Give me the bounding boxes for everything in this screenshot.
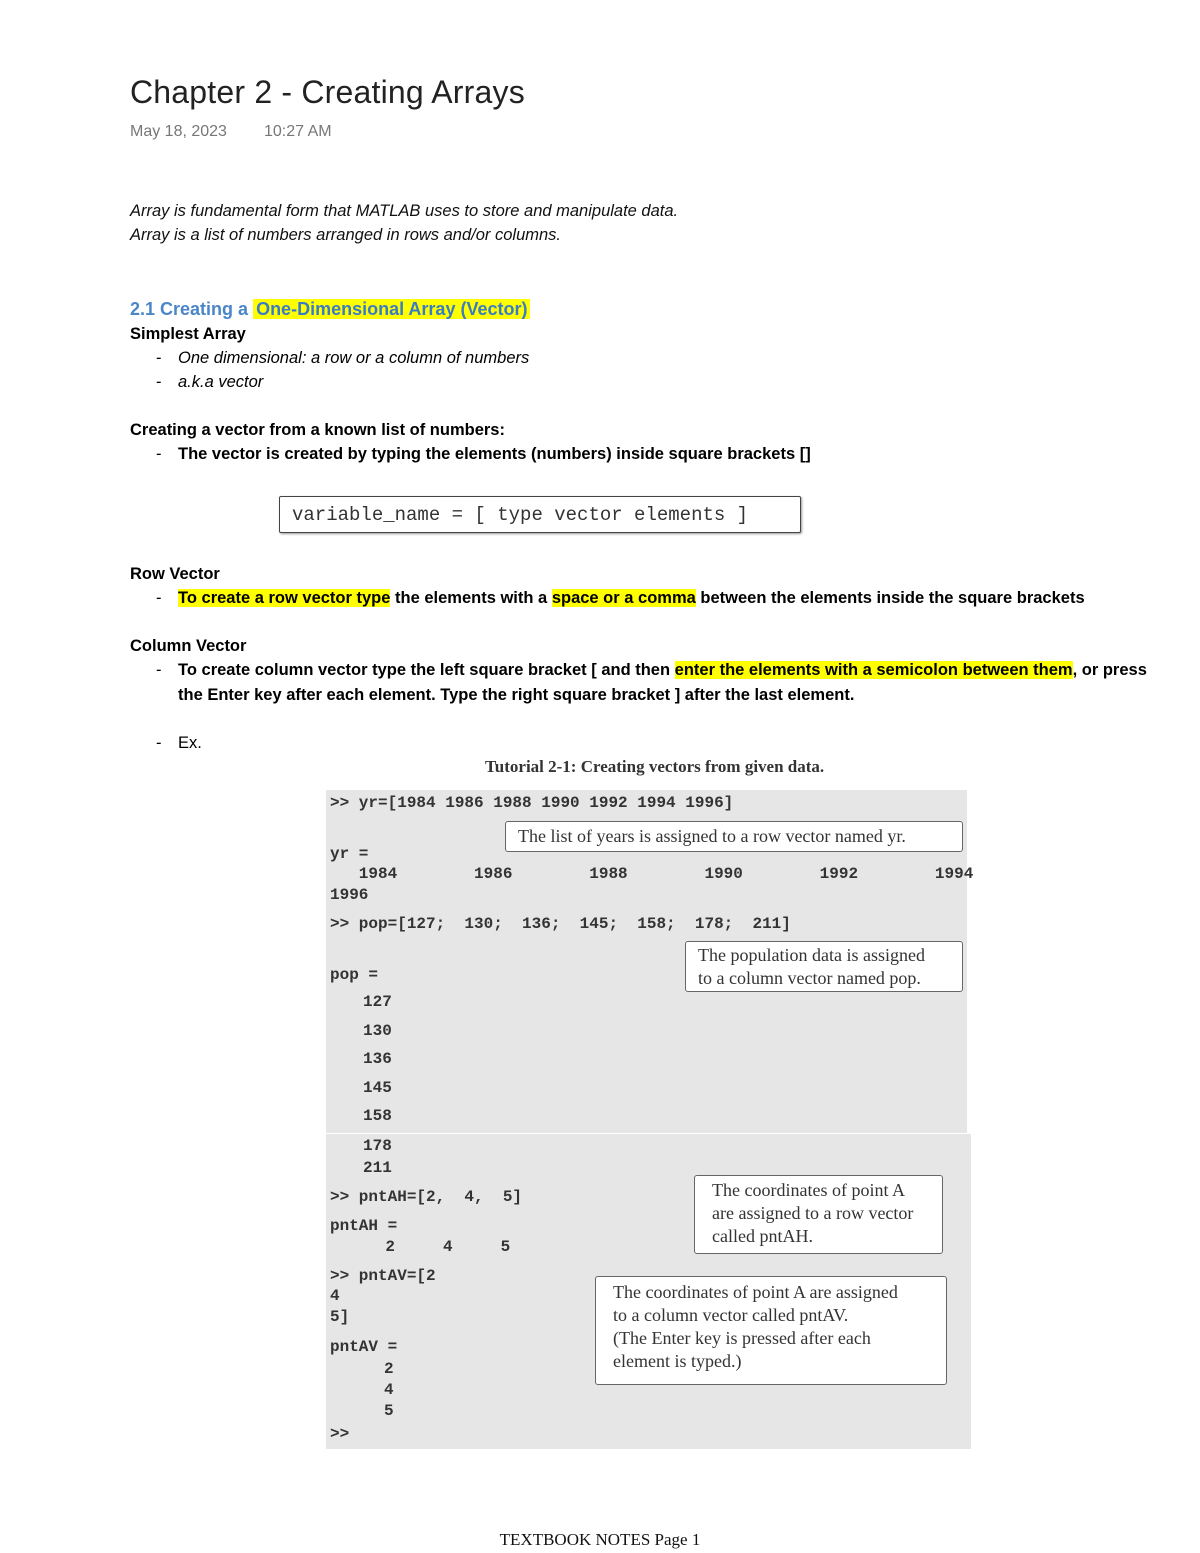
code-value: 130 <box>363 1022 392 1040</box>
code-line: yr = <box>330 845 369 863</box>
annotation-line: called pntAH. <box>712 1226 813 1246</box>
code-value: 2 <box>384 1360 394 1378</box>
code-value: 145 <box>363 1079 392 1097</box>
page-time: 10:27 AM <box>264 123 332 140</box>
list-item-text: To create column vector type the left square bracket [ and then <box>178 661 675 679</box>
code-line: 1984 1986 1988 1990 1992 1994 <box>330 865 974 883</box>
highlight-text: To create a row vector type <box>178 589 391 607</box>
code-line: >> pntAV=[2 <box>330 1267 436 1285</box>
code-value: 127 <box>363 993 392 1011</box>
list-item-text: between the elements inside the square brackets <box>695 589 1085 607</box>
code-line: pntAH = <box>330 1217 398 1235</box>
annotation-pop <box>685 941 963 992</box>
annotation-line: element is typed.) <box>613 1351 742 1371</box>
code-value: 5 <box>384 1402 394 1420</box>
list-item-continuation: the Enter key after each element. Type the right square bracket ] after the last element. <box>178 686 855 704</box>
annotation-line: The coordinates of point A are assigned <box>613 1282 898 1302</box>
page-title: Chapter 2 - Creating Arrays <box>130 74 525 110</box>
list-item-text: a.k.a vector <box>178 373 264 391</box>
code-line: >> yr=[1984 1986 1988 1990 1992 1994 1996] <box>330 794 734 812</box>
annotation-yr: The list of years is assigned to a row vector named yr. <box>505 821 963 852</box>
list-item: - The vector is created by typing the elements (numbers) inside square brackets [] <box>156 445 811 463</box>
code-line: >> pntAH=[2, 4, 5] <box>330 1188 523 1206</box>
code-line: 5] <box>330 1308 350 1326</box>
list-item-text: , or press <box>1072 661 1147 679</box>
intro-line-2: Array is a list of numbers arranged in rows and/or columns. <box>130 226 562 244</box>
example-label: Ex. <box>178 734 202 752</box>
highlight-text: enter the elements with a semicolon between them <box>674 661 1073 679</box>
syntax-box: variable_name = [ type vector elements ] <box>279 496 801 533</box>
annotation-line: to a column vector called pntAV. <box>613 1305 849 1325</box>
list-item: - One dimensional: a row or a column of numbers <box>156 349 530 367</box>
code-line: 4 <box>330 1287 340 1305</box>
section-heading-prefix: 2.1 Creating a <box>130 299 249 319</box>
simplest-array-heading: Simplest Array <box>130 325 246 343</box>
annotation-line: The coordinates of point A <box>712 1180 905 1200</box>
code-value: 4 <box>384 1381 394 1399</box>
code-value: 158 <box>363 1107 392 1125</box>
code-line: >> <box>330 1425 350 1443</box>
annotation-line: The population data is assigned <box>698 945 925 965</box>
list-item-text: The vector is created by typing the elements (numbers) inside square brackets [] <box>178 445 811 463</box>
code-line: 1996 <box>330 886 369 904</box>
known-list-heading: Creating a vector from a known list of numbers: <box>130 421 505 439</box>
code-line: >> pop=[127; 130; 136; 145; 158; 178; 211] <box>330 915 791 933</box>
annotation-pntah <box>694 1175 943 1254</box>
code-line: pop = <box>330 966 379 984</box>
code-line: 2 4 5 <box>347 1238 511 1256</box>
intro-line-1: Array is fundamental form that MATLAB uses to store and manipulate data. <box>130 202 679 220</box>
list-item: - a.k.a vector <box>156 373 264 391</box>
code-value: 211 <box>363 1159 392 1177</box>
page-date: May 18, 2023 <box>130 123 227 140</box>
code-line: pntAV = <box>330 1338 398 1356</box>
section-heading <box>130 299 530 320</box>
annotation-pntav <box>595 1276 947 1385</box>
row-vector-heading: Row Vector <box>130 565 220 583</box>
list-item: - To create column vector type the left square bracket [ and then enter the elements with a semicolon between them, or press <box>156 661 1147 679</box>
column-vector-heading: Column Vector <box>130 637 247 655</box>
annotation-line: to a column vector named pop. <box>698 968 921 988</box>
tutorial-caption: Tutorial 2-1: Creating vectors from given data. <box>485 757 825 776</box>
list-item-text: One dimensional: a row or a column of numbers <box>178 349 530 367</box>
list-item: - To create a row vector type the elements with a space or a comma between the elements inside the square brackets <box>156 589 1085 607</box>
annotation-line: are assigned to a row vector <box>712 1203 914 1223</box>
section-heading-highlight: One-Dimensional Array (Vector) <box>253 299 530 319</box>
code-value: 136 <box>363 1050 392 1068</box>
highlight-text: space or a comma <box>551 589 696 607</box>
list-item: - Ex. <box>156 734 202 752</box>
code-value: 178 <box>363 1137 392 1155</box>
annotation-line: (The Enter key is pressed after each <box>613 1328 871 1348</box>
page-footer: TEXTBOOK NOTES Page 1 <box>499 1530 701 1549</box>
list-item-text: the elements with a <box>390 589 552 607</box>
